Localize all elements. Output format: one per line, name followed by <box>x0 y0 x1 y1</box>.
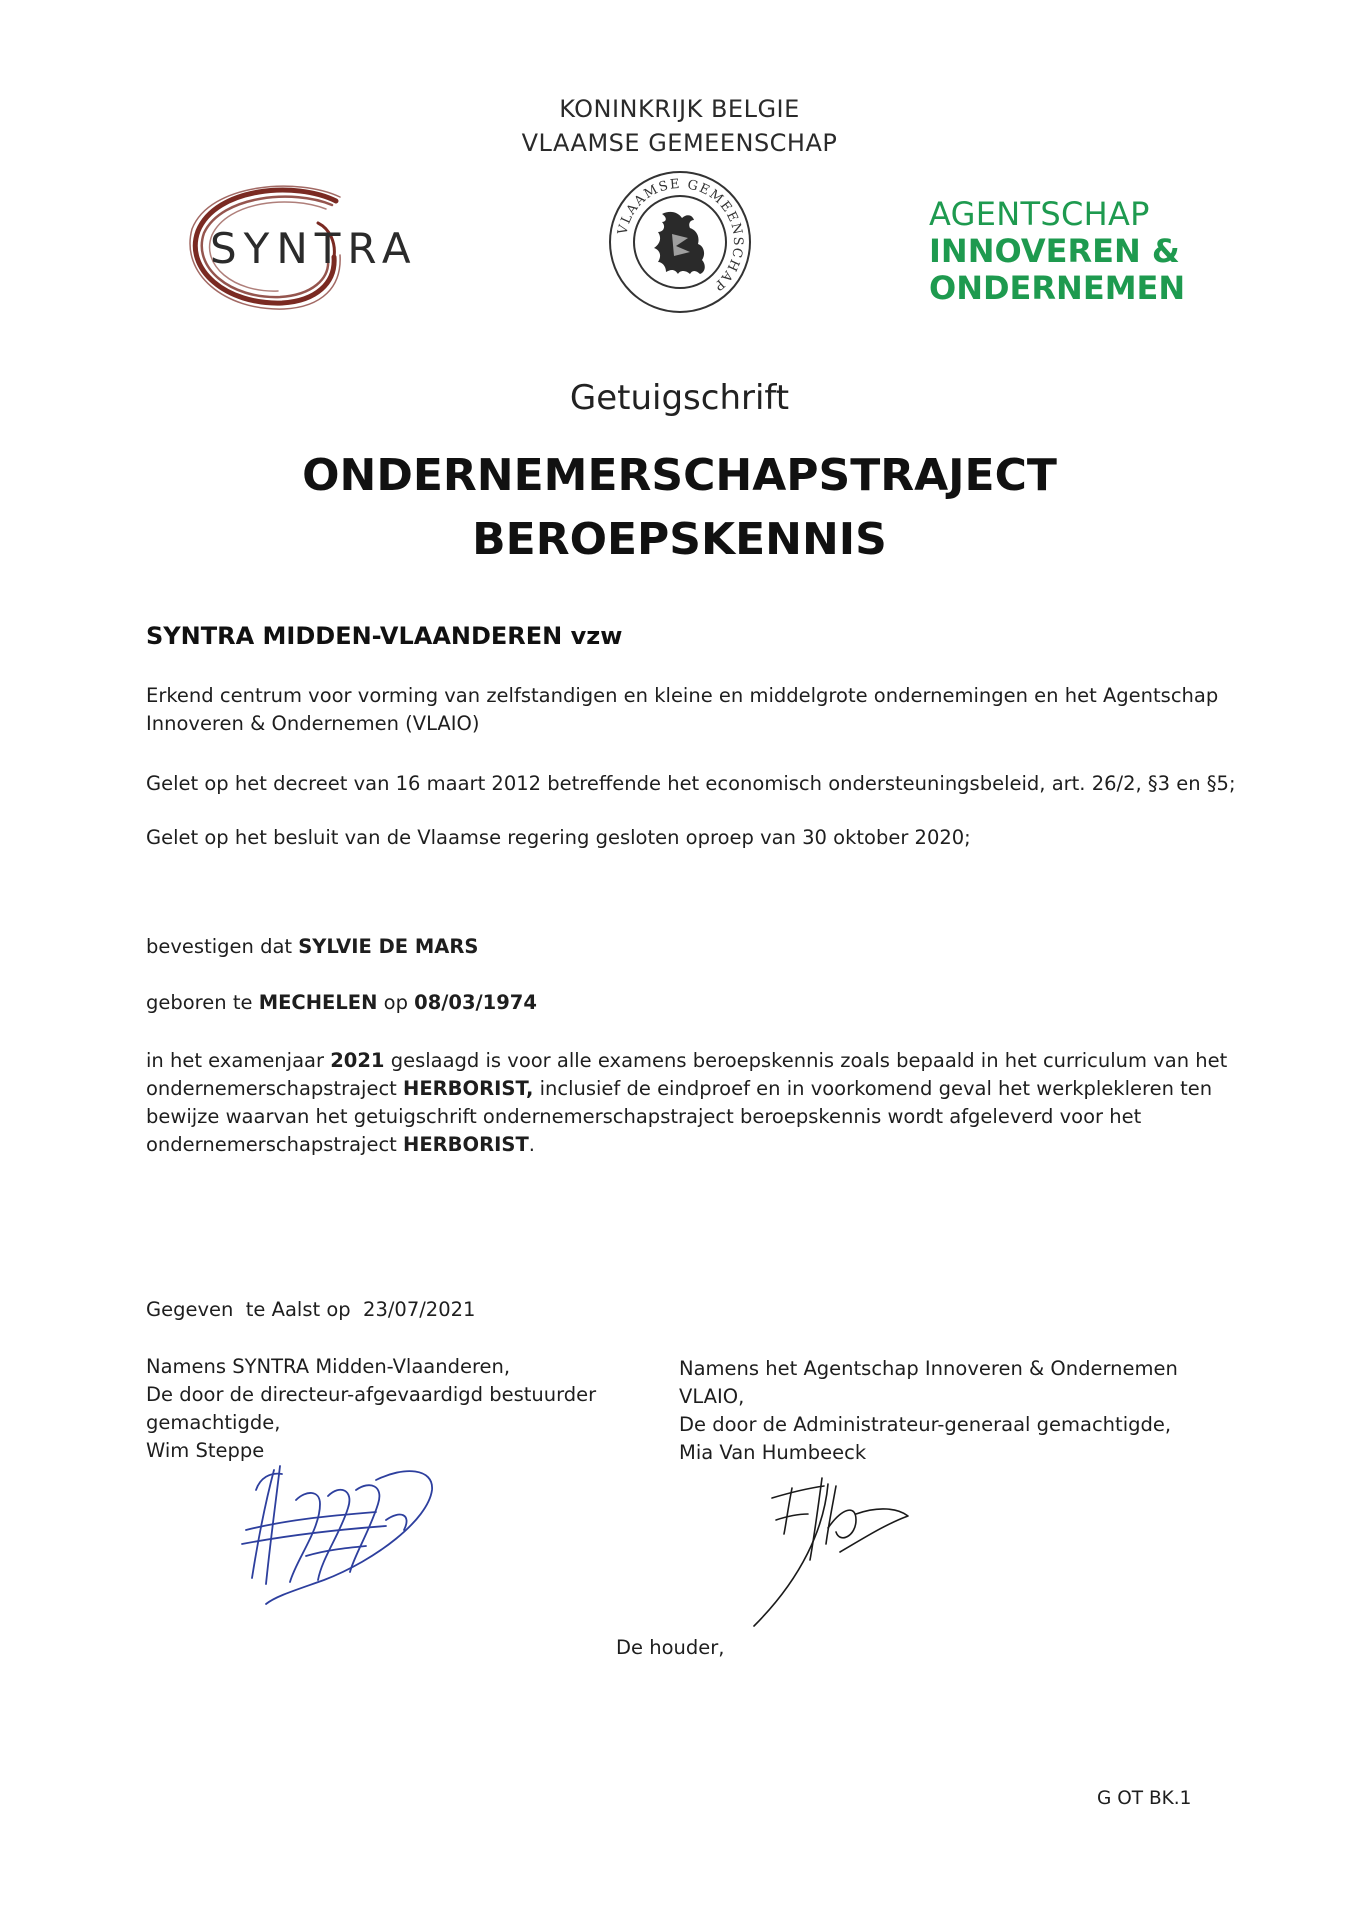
signatory-left-name: Wim Steppe <box>146 1439 265 1462</box>
intro-line-1: Erkend centrum voor vorming van zelfstandigen en kleine en middelgrote ondernemingen en het Agentschap <box>146 684 1219 707</box>
result-text-6: ondernemerschapstraject <box>146 1133 397 1156</box>
document-title <box>0 444 1359 572</box>
legal-decision <box>146 824 1206 852</box>
legal-decision-text: Gelet op het besluit van de Vlaamse regering gesloten oproep van 30 oktober 2020; <box>146 826 971 849</box>
result-text-7: . <box>528 1133 535 1156</box>
issuing-authority <box>0 92 1359 160</box>
holder-name: SYLVIE DE MARS <box>298 935 479 958</box>
kingdom-line-1: KONINKRIJK BELGIE <box>559 95 800 123</box>
signatory-left <box>146 1353 596 1465</box>
signatory-right-line-2: VLAIO, <box>679 1385 745 1408</box>
intro-paragraph <box>146 682 1219 738</box>
vlaio-logo-line-1: AGENTSCHAP <box>929 195 1150 233</box>
vlaio-logo-line-2: INNOVEREN & <box>929 232 1180 270</box>
kingdom-line-2: VLAAMSE GEMEENSCHAP <box>521 129 838 157</box>
vlaio-logo-line-3: ONDERNEMEN <box>929 269 1186 307</box>
signatory-right-line-1: Namens het Agentschap Innoveren & Ondernemen <box>679 1357 1178 1380</box>
document-title-line-2: BEROEPSKENNIS <box>472 514 887 565</box>
confirm-prefix: bevestigen dat <box>146 935 293 958</box>
issue-place-date: Gegeven te Aalst op 23/07/2021 <box>146 1298 476 1321</box>
flemish-lion-seal-icon <box>608 170 752 314</box>
signature-wim-steppe <box>236 1460 446 1610</box>
holder-label <box>616 1634 724 1662</box>
organisation-name: SYNTRA MIDDEN-VLAANDEREN vzw <box>146 622 623 650</box>
born-prefix: geboren te <box>146 991 253 1014</box>
seal-ring-text: VLAAMSE GEMEENSCHAP <box>615 176 746 294</box>
result-text-2: geslaagd is voor alle examens beroepskennis zoals bepaald in het curriculum van het <box>390 1049 1228 1072</box>
holder-label-text: De houder, <box>616 1636 725 1659</box>
signatory-right-name: Mia Van Humbeeck <box>679 1441 867 1464</box>
vlaio-logo <box>929 196 1185 307</box>
holder-birth <box>146 989 1206 1017</box>
legal-decree <box>146 770 1236 798</box>
result-text-1: in het examenjaar <box>146 1049 325 1072</box>
signatory-right-line-3: De door de Administrateur-generaal gemachtigde, <box>679 1413 1172 1436</box>
exam-year: 2021 <box>330 1049 385 1072</box>
result-text-4: inclusief de eindproef en in voorkomend geval het werkplekleren ten <box>539 1077 1213 1100</box>
signatory-left-line-1: Namens SYNTRA Midden-Vlaanderen, <box>146 1355 511 1378</box>
holder-birthdate: 08/03/1974 <box>414 991 537 1014</box>
result-paragraph <box>146 1047 1228 1159</box>
born-on: op <box>383 991 408 1014</box>
document-code: G OT BK.1 <box>1097 1788 1192 1809</box>
result-text-5: bewijze waarvan het getuigschrift ondernemerschapstraject beroepskennis wordt afgeleverd voor het <box>146 1105 1142 1128</box>
signature-mia-van-humbeeck <box>752 1468 922 1638</box>
syntra-logo-text: SYNTRA <box>210 224 418 273</box>
trajectory-name: HERBORIST, <box>403 1077 534 1100</box>
signatory-left-line-3: gemachtigde, <box>146 1411 281 1434</box>
result-text-3: ondernemerschapstraject <box>146 1077 397 1100</box>
holder-confirmation <box>146 933 1206 961</box>
signatory-left-line-2: De door de directeur-afgevaardigd bestuurder <box>146 1383 597 1406</box>
issue-line <box>146 1296 1206 1324</box>
document-title-line-1: ONDERNEMERSCHAPSTRAJECT <box>302 450 1057 501</box>
legal-decree-text: Gelet op het decreet van 16 maart 2012 betreffende het economisch ondersteuningsbeleid, art. 26/2, §3 en §5; <box>146 772 1236 795</box>
document-type: Getuigschrift <box>569 378 790 418</box>
holder-birthplace: MECHELEN <box>258 991 378 1014</box>
intro-line-2: Innoveren & Ondernemen (VLAIO) <box>146 712 480 735</box>
signatory-right <box>679 1355 1178 1467</box>
trajectory-name-2: HERBORIST <box>403 1133 529 1156</box>
